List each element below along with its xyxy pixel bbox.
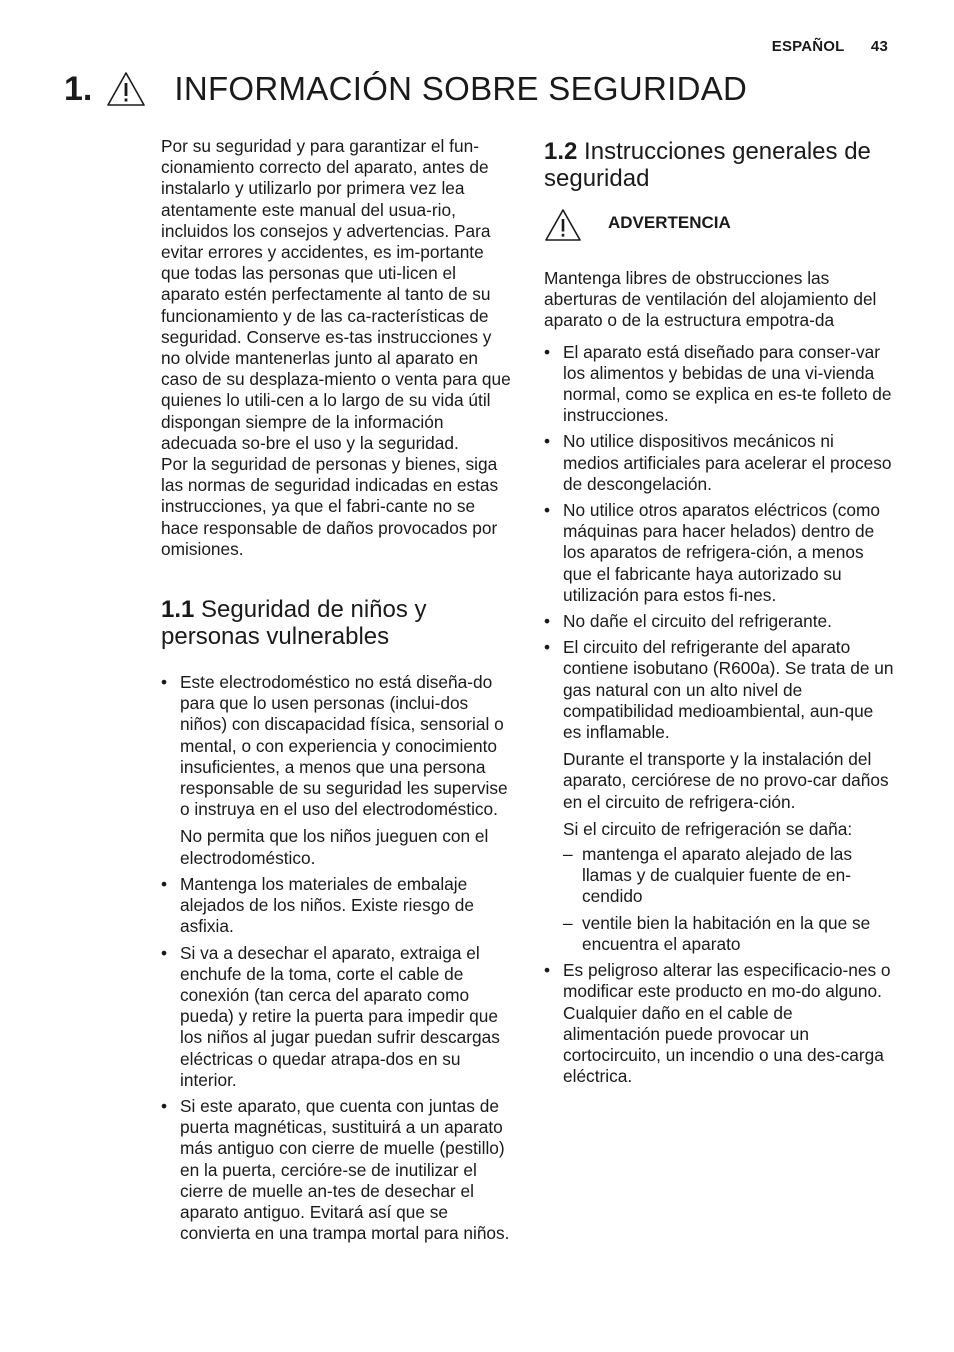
- dash-item: – mantenga el aparato alejado de las llamas y de cualquier fuente de en-cendido: [563, 844, 894, 908]
- list-item: [544, 431, 894, 495]
- list-item: [544, 637, 894, 955]
- section-heading-1-1: [161, 596, 513, 650]
- list-item: [161, 672, 513, 869]
- warning-triangle-icon: [106, 71, 146, 107]
- section-title: Instrucciones generales de seguridad: [544, 138, 871, 192]
- section-number: 1.1: [161, 596, 195, 624]
- intro-paragraph-2: Por la seguridad de personas y bienes, siga las normas de seguridad indicadas en estas instrucciones, ya que el fabri-cante no se hace responsable de daños provocados por omisiones.: [161, 454, 499, 559]
- chapter-title-text: INFORMACIÓN SOBRE SEGURIDAD: [174, 70, 748, 107]
- dash-item: – ventile bien la habitación en la que se encuentra el aparato: [563, 913, 894, 955]
- list-item: [544, 342, 894, 427]
- page-header: [772, 38, 888, 55]
- language-label: ESPAÑOL: [771, 38, 845, 55]
- warning-box: [544, 210, 894, 242]
- list-item-text: • No utilice dispositivos mecánicos ni medios artificiales para acelerar el proceso de descongelación.: [563, 431, 892, 494]
- list-item: [544, 960, 894, 1087]
- list-item-note: No permita que los niños jueguen con el electrodoméstico.: [180, 826, 489, 868]
- section-number: 1.2: [544, 138, 578, 165]
- list-item-note: Si el circuito de refrigeración se daña:: [563, 818, 853, 839]
- dash-list: [563, 844, 894, 955]
- children-safety-list: [161, 672, 513, 1244]
- list-item-text: • Este electrodoméstico no está diseña-do para que lo usen personas (inclui-dos niños) con discapacidad física, sensorial o mental, o con experiencia y conocimiento insuficientes, a menos que una persona responsable de su seguridad les supervise o instruya en el uso del electrodoméstico.: [180, 672, 508, 820]
- list-item-note: Durante el transporte y la instalación del aparato, cerciórese de no provo-car daños en el circuito de refrigera-ción.: [563, 749, 889, 812]
- list-item: [161, 874, 513, 938]
- warning-label: ADVERTENCIA: [608, 213, 731, 232]
- list-item: [544, 611, 894, 632]
- list-item-text: • El circuito del refrigerante del aparato contiene isobutano (R600a). Se trata de un gas natural con un alto nivel de compatibilidad medioambiental, aun-que es inflamable.: [563, 637, 894, 743]
- chapter-title: [64, 64, 747, 114]
- list-item-text: • Si va a desechar el aparato, extraiga el enchufe de la toma, corte el cable de conexión (tan cerca del aparato como pueda) y retire la puerta para impedir que los niños al jugar puedan sufrir descargas eléctricas o quedar atrapa-dos en su interior.: [180, 942, 500, 1090]
- section-title: Seguridad de niños y personas vulnerables: [161, 596, 427, 651]
- ventilation-paragraph: Mantenga libres de obstrucciones las aberturas de ventilación del alojamiento del aparato o de la estructura empotra-da: [544, 268, 877, 331]
- page-number: 43: [870, 38, 888, 55]
- general-safety-list: [544, 342, 894, 1088]
- list-item: [544, 500, 894, 606]
- list-item-text: • No dañe el circuito del refrigerante.: [563, 611, 832, 632]
- list-item-text: • Es peligroso alterar las especificacio-nes o modificar este producto en mo-do alguno. Cualquier daño en el cable de alimentación puede provocar un cortocircuito, un incendio o una des-carga eléctrica.: [563, 960, 891, 1087]
- intro-paragraph-1: Por su seguridad y para garantizar el fun-cionamiento correcto del aparato, antes de instalarlo y utilizarlo por primera vez lea atentamente este manual del usua-rio, incluidos los consejos y advertencias. Para evitar errores y accidentes, es im-portante que todas las personas que uti-licen el aparato estén perfectamente al tanto de su funcionamiento y de las ca-racterísticas de seguridad. Conserve es-tas instrucciones y no olvide mantenerlas junto al aparato en caso de su desplaza-miento o venta para que quienes lo utili-cen a lo largo de su vida útil dispongan siempre de la información adecuada so-bre el uso y la seguridad.: [161, 136, 511, 453]
- section-heading-1-2: [544, 138, 894, 192]
- warning-triangle-icon: [544, 208, 582, 242]
- list-item: [161, 1096, 513, 1244]
- chapter-number: 1.: [64, 69, 93, 108]
- list-item-text: • Mantenga los materiales de embalaje alejados de los niños. Existe riesgo de asfixia.: [180, 873, 474, 937]
- list-item-text: • El aparato está diseñado para conser-var los alimentos y bebidas de una vi-vienda normal, como se explica en es-te folleto de instrucciones.: [563, 341, 892, 426]
- list-item: [161, 943, 513, 1091]
- list-item-text: • Si este aparato, que cuenta con juntas de puerta magnéticas, sustituirá a un aparato más antiguo con cierre de muelle (pestillo) en la puerta, cercióre-se de inutilizar el cierre de muelle an-tes de desechar el aparato antiguo. Evitará así que se convierta en una trampa mortal para niños.: [180, 1095, 510, 1244]
- right-column: [544, 134, 894, 1092]
- list-item-text: • No utilice otros aparatos eléctricos (como máquinas para hacer helados) dentro de los aparatos de refrigera-ción, a menos que el fabricante haya autorizado su utilización para estos fi-nes.: [563, 500, 880, 605]
- left-column: [161, 136, 513, 1249]
